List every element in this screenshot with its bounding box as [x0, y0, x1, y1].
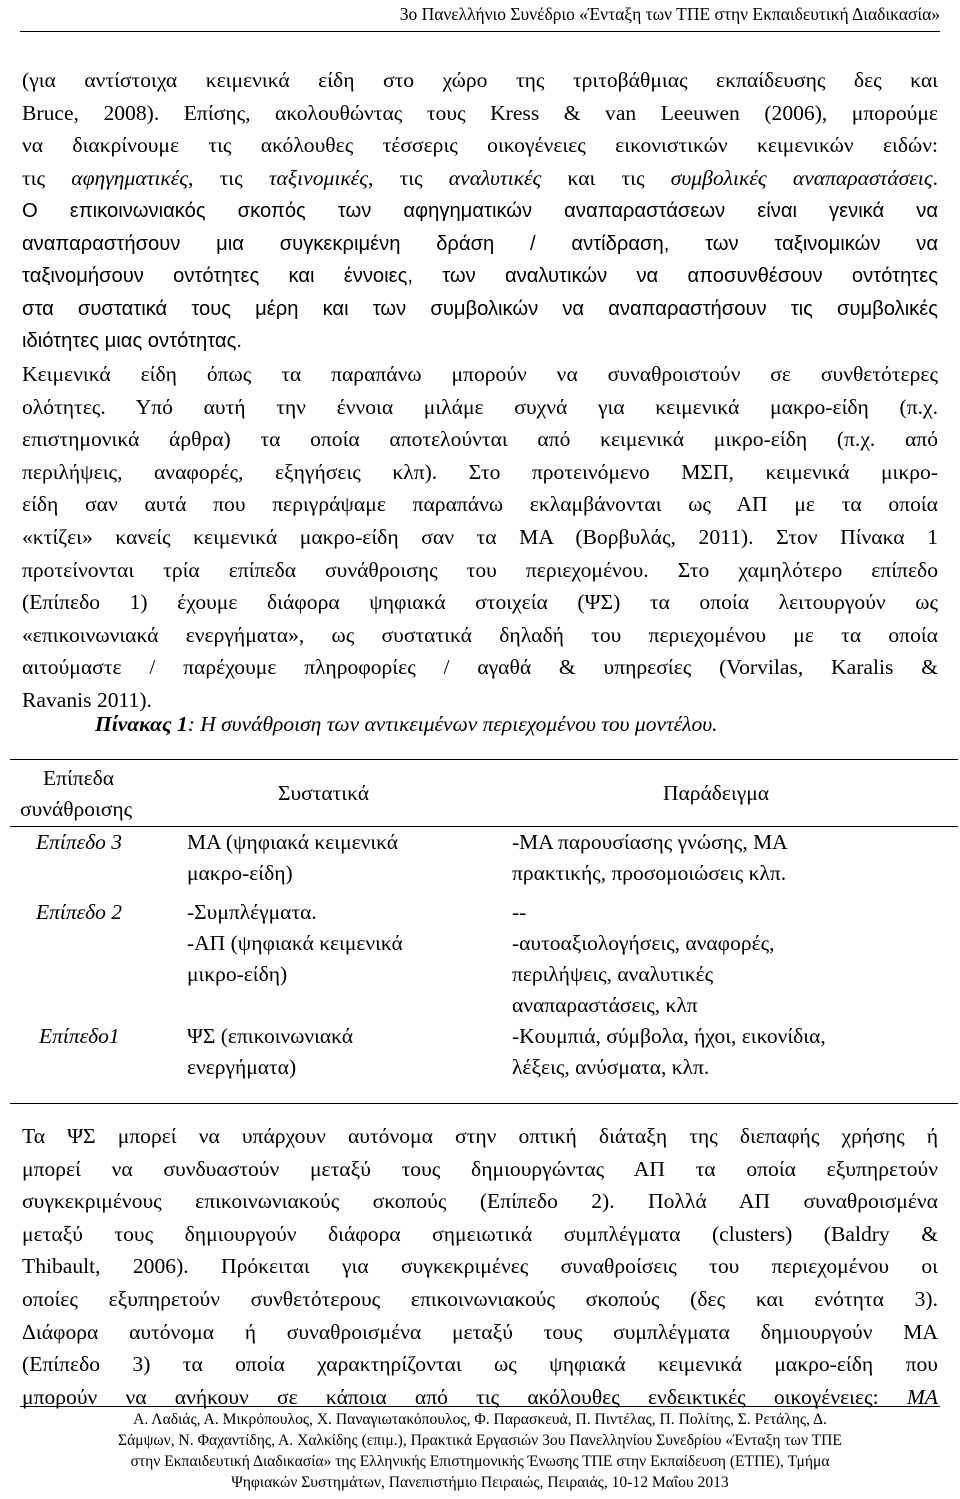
header-levels-2: συνάθροισης	[20, 797, 133, 821]
row-level: Επίπεδο 2	[36, 900, 122, 924]
text-line: «επικοινωνιακά ενεργήματα», ως συστατικά δηλαδή του περιεχομένου με τα οποία	[22, 622, 938, 647]
paragraph-1-cont	[22, 195, 938, 358]
text-line: να διακρίνουμε τις ακόλουθες τέσσερις οικογένειες εικονιστικών κειμενικών ειδών:	[22, 133, 938, 158]
text-line: Κειμενικά είδη όπως τα παραπάνω μπορούν να συναθροιστούν σε συνθετότερες	[22, 362, 938, 386]
footer-line: Ψηφιακών Συστημάτων, Πανεπιστήμιο Πειραιώς, Πειραιάς, 10-12 Μαΐου 2013	[231, 1474, 729, 1491]
row-example: --	[512, 900, 527, 924]
text-line: «κτίζει» κανείς κειμενικά μακρο-είδη σαν τα ΜΑ (Βορβυλάς, 2011). Στον Πίνακα 1	[22, 524, 938, 549]
paragraph-3	[22, 1120, 938, 1413]
paragraph-1	[22, 64, 938, 194]
table-header-rule	[10, 826, 958, 827]
text-line: (για αντίστοιχα κειμενικά είδη στο χώρο της τριτοβάθμιας εκπαίδευσης δες και	[22, 68, 938, 92]
text-line: ολότητες. Υπό αυτή την έννοια μιλάμε συχνά για κειμενικά μακρο-είδη (π.χ.	[22, 394, 938, 419]
text-line: Bruce, 2008). Επίσης, ακολουθώντας τους Kress & van Leeuwen (2006), μπορούμε	[22, 100, 938, 125]
footer-rule	[20, 1406, 940, 1407]
header-example: Παράδειγμα	[663, 781, 770, 805]
row-example: -Κουμπιά, σύμβολα, ήχοι, εικονίδια,	[512, 1024, 826, 1048]
text-line: αιτούμαστε / παρέχουμε πληροφορίες / αγαθά & υπηρεσίες (Vorvilas, Karalis &	[22, 655, 938, 680]
text-line: συγκεκριμένους επικοινωνιακούς σκοπούς (Επίπεδο 2). Πολλά ΑΠ συναθροισμένα	[22, 1189, 938, 1214]
table-top-rule	[10, 759, 958, 760]
row-component: ΨΣ (επικοινωνιακά	[187, 1024, 354, 1048]
text-line: Thibault, 2006). Πρόκειται για συγκεκριμένες συναθροίσεις του περιεχομένου οι	[22, 1254, 938, 1279]
row-example: περιλήψεις, αναλυτικές	[512, 962, 714, 986]
row-component: ΜΑ (ψηφιακά κειμενικά	[187, 830, 399, 854]
footer-line: Σάμψων, Ν. Φαχαντίδης, Α. Χαλκίδης (επιμ.), Πρακτικά Εργασιών 3ου Πανελληνίου Συνεδρίου «Ένταξη των ΤΠΕ	[118, 1432, 842, 1449]
row-level: Επίπεδο1	[39, 1024, 120, 1048]
row-component: μακρο-είδη)	[187, 861, 293, 885]
text-line: προτείνονται τρία επίπεδα συνάθροισης του περιεχομένου. Στο χαμηλότερο επίπεδο	[22, 557, 938, 582]
row-example: αναπαραστάσεις, κλπ	[512, 993, 698, 1017]
row-example: -αυτοαξιολογήσεις, αναφορές,	[512, 931, 775, 955]
row-level: Επίπεδο 3	[36, 830, 122, 854]
running-header: 3ο Πανελλήνιο Συνέδριο «Ένταξη των ΤΠΕ στην Εκπαιδευτική Διαδικασία»	[399, 4, 940, 24]
paragraph-2	[22, 358, 938, 717]
header-levels: Επίπεδα	[43, 766, 115, 790]
footer-citation	[20, 1409, 940, 1493]
text-line: οποίες εξυπηρετούν συνθετότερους επικοινωνιακούς σκοπούς (δες και ενότητα 3).	[22, 1286, 938, 1311]
text-line: ταξινομήσουν οντότητες και έννοιες, των αναλυτικών να αποσυνθέσουν οντότητες	[22, 265, 938, 288]
row-component: μικρο-είδη)	[187, 962, 288, 986]
table-caption: Πίνακας 1: Η συνάθροιση των αντικειμένων περιεχομένου του μοντέλου.	[95, 712, 718, 736]
text-line: Διάφορα αυτόνομα ή συναθροισμένα μεταξύ τους συμπλέγματα δημιουργούν ΜΑ	[22, 1319, 938, 1344]
row-component: -Συμπλέγματα.	[187, 900, 317, 924]
text-line: μεταξύ τους δημιουργούν διάφορα σημειωτικά συμπλέγματα (clusters) (Baldry &	[22, 1221, 938, 1246]
text-line: περιλήψεις, αναφορές, εξηγήσεις κλπ). Στο προτεινόμενο ΜΣΠ, κειμενικά μικρο-	[22, 459, 938, 484]
header-components: Συστατικά	[278, 781, 369, 805]
footer-line: στην Εκπαιδευτική Διαδικασία» της Ελληνικής Επιστημονικής Ένωσης ΤΠΕ στην Εκπαίδευση (ΕΤΠΕ), Τμήμα	[130, 1453, 830, 1470]
text-line: ιδιότητες μιας οντότητας.	[22, 330, 242, 353]
row-component: ενεργήματα)	[187, 1055, 297, 1079]
footer-line: Α. Λαδιάς, Α. Μικρόπουλος, Χ. Παναγιωτακόπουλος, Φ. Παρασκευά, Π. Πιντέλας, Π. Πολίτης, Σ. Ρετάλης, Δ.	[133, 1411, 827, 1428]
text-line-mixed: μπορούν να ανήκουν σε κάποια από τις ακόλουθες ενδεικτικές οικογένειες: ΜΑ	[22, 1384, 938, 1409]
text-line: στα συστατικά τους μέρη και των συμβολικών να αναπαραστήσουν τις συμβολικές	[22, 297, 938, 320]
text-line: Ravanis 2011).	[22, 687, 152, 712]
text-line: επιστημονικά άρθρα) τα οποία αποτελούνται από κειμενικά μικρο-είδη (π.χ. από	[22, 427, 938, 452]
text-line: (Επίπεδο 1) έχουμε διάφορα ψηφιακά στοιχεία (ΨΣ) τα οποία λειτουργούν ως	[22, 590, 938, 615]
text-line: μπορεί να συνδυαστούν μεταξύ τους δημιουργώντας ΑΠ τα οποία εξυπηρετούν	[22, 1156, 938, 1181]
row-component: -ΑΠ (ψηφιακά κειμενικά	[187, 931, 403, 955]
text-line-mixed: τις αφηγηματικές, τις ταξινομικές, τις αναλυτικές και τις συμβολικές αναπαραστάσεις.	[22, 165, 939, 190]
text-line: είδη σαν αυτά που περιγράψαμε παραπάνω εκλαμβάνονται ως ΑΠ με τα οποία	[22, 492, 938, 517]
text-line: αναπαραστήσουν μια συγκεκριμένη δράση / αντίδραση, των ταξινομικών να	[22, 232, 938, 255]
text-line: Ο επικοινωνιακός σκοπός των αφηγηματικών αναπαραστάσεων είναι γενικά να	[22, 200, 938, 222]
table-bottom-rule	[10, 1103, 958, 1104]
header-rule	[20, 31, 940, 32]
text-line: Τα ΨΣ μπορεί να υπάρχουν αυτόνομα στην οπτική διάταξη της διεπαφής χρήσης ή	[22, 1124, 938, 1148]
row-example: λέξεις, ανύσματα, κλπ.	[512, 1055, 710, 1079]
text-line: (Επίπεδο 3) τα οποία χαρακτηρίζονται ως ψηφιακά κειμενικά μακρο-είδη που	[22, 1352, 938, 1377]
row-example: -ΜΑ παρουσίασης γνώσης, ΜΑ	[512, 830, 788, 854]
row-example: πρακτικής, προσομοιώσεις κλπ.	[512, 861, 787, 885]
